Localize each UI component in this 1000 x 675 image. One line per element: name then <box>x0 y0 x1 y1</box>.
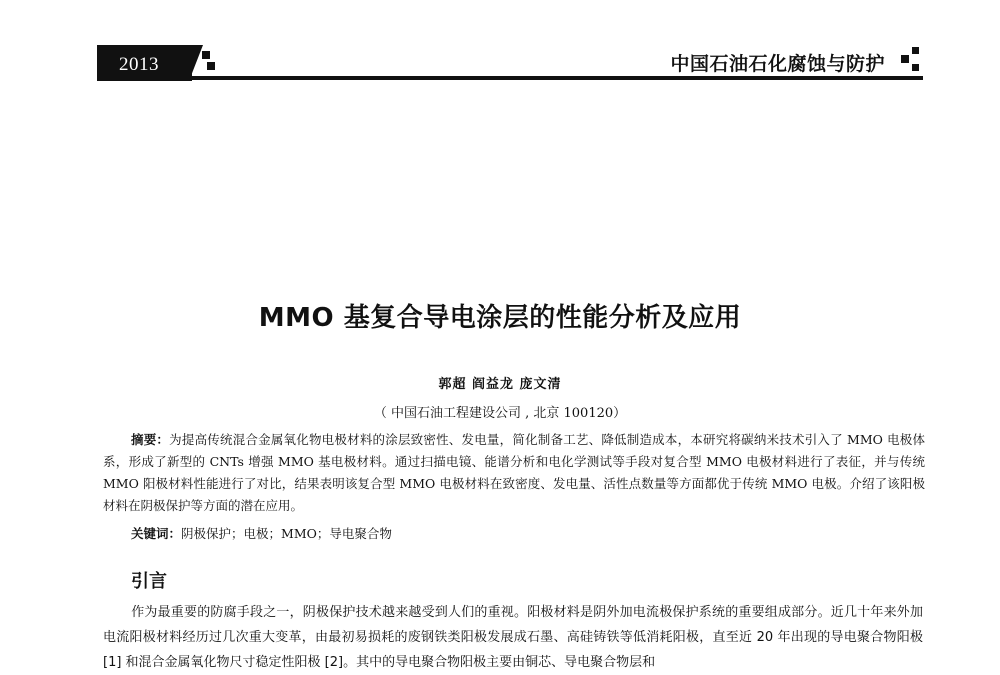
header-year: 2013 <box>119 54 159 75</box>
abstract-label: 摘要： <box>131 432 170 447</box>
abstract <box>103 429 925 517</box>
header-square-icon <box>202 51 210 59</box>
header-year-block <box>97 45 192 81</box>
header-square-icon <box>912 64 919 71</box>
header-square-icon <box>901 55 909 63</box>
body-paragraph <box>103 600 923 675</box>
keywords <box>131 524 921 542</box>
article-title: MMO 基复合导电涂层的性能分析及应用 <box>258 303 742 333</box>
header-rule <box>192 76 923 80</box>
header-square-icon <box>912 47 919 54</box>
body-paragraph-text: 作为最重要的防腐手段之一，阴极保护技术越来越受到人们的重视。阳极材料是阴外加电流极保护系统的重要组成部分。近几十年来外加电流阳极材料经历过几次重大变革，由最初易损耗的废钢铁类阳极发展成石墨、高硅铸铁等低消耗阳极，直至近 20 年出现的导电聚合物阳极 [1] 和混合金属氧化物尺寸稳定性阳极 [2]。其中的导电聚合物阳极主要由铜芯、导电聚合物层和 <box>103 605 923 670</box>
article-affiliation: （ 中国石油工程建设公司 , 北京 100120） <box>373 406 627 421</box>
keywords-label: 关键词： <box>131 526 182 541</box>
journal-name: 中国石油石化腐蚀与防护 <box>670 53 885 75</box>
running-header <box>97 45 923 81</box>
section-heading: 引言 <box>131 571 167 592</box>
article-authors: 郭超 阎益龙 庞文清 <box>438 377 562 392</box>
header-square-icon <box>207 62 215 70</box>
keywords-text: 阴极保护；电极；MMO；导电聚合物 <box>181 526 392 541</box>
abstract-text: 为提高传统混合金属氧化物电极材料的涂层致密性、发电量，简化制备工艺、降低制造成本，本研究将碳纳米技术引入了 MMO 电极体系，形成了新型的 CNTs 增强 MMO 基电极材料。通过扫描电镜、能谱分析和电化学测试等手段对复合型 MMO 电极材料进行了表征，并与传统 MMO 阳极材料性能进行了对比，结果表明该复合型 MMO 电极材料在致密度、发电量、活性点数量等方面都优于传统 MMO 电极。介绍了该阳极材料在阴极保护等方面的潜在应用。 <box>103 432 925 513</box>
